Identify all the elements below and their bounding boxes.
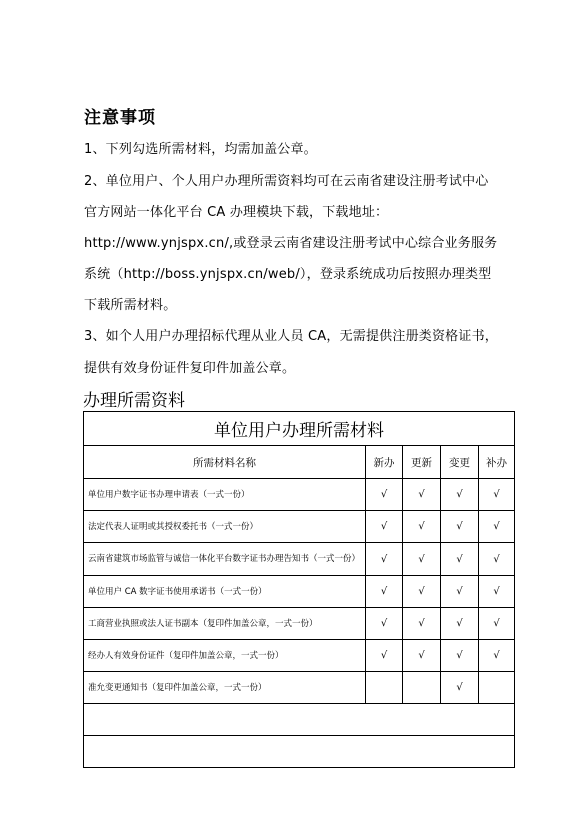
notice-line-5: 系统（http://boss.ynjspx.cn/web/），登录系统成功后按照办理类型 — [84, 267, 492, 282]
material-name: 单位用户 CA 数字证书使用承诺书（一式一份） — [84, 576, 366, 608]
check-change: √ — [441, 640, 479, 672]
table-row — [84, 640, 515, 672]
check-renew: √ — [403, 479, 441, 511]
table-header-row — [84, 446, 515, 479]
empty-row — [84, 704, 515, 736]
notice-line-2: 2、单位用户、个人用户办理所需资料均可在云南省建设注册考试中心 — [84, 174, 489, 189]
check-reissue: √ — [479, 576, 515, 608]
materials-title: 办理所需资料 — [83, 391, 185, 411]
header-change: 变更 — [441, 446, 479, 479]
notice-line-8: 提供有效身份证件复印件加盖公章。 — [84, 361, 296, 376]
material-name: 准允变更通知书（复印件加盖公章，一式一份） — [84, 672, 366, 704]
check-new: √ — [366, 543, 403, 576]
empty-row — [84, 736, 515, 768]
check-renew: √ — [403, 511, 441, 543]
empty-cell — [84, 736, 515, 768]
notice-line-7: 3、如个人用户办理招标代理从业人员 CA，无需提供注册类资格证书， — [84, 329, 498, 344]
material-name: 单位用户数字证书办理申请表（一式一份） — [84, 479, 366, 511]
check-reissue: √ — [479, 543, 515, 576]
table-row — [84, 576, 515, 608]
notice-title: 注意事项 — [84, 108, 156, 128]
check-new: √ — [366, 511, 403, 543]
check-reissue: √ — [479, 479, 515, 511]
notice-line-1: 1、下列勾选所需材料，均需加盖公章。 — [84, 142, 317, 157]
material-name: 云南省建筑市场监管与诚信一体化平台数字证书办理告知书（一式一份） — [84, 543, 366, 576]
check-change: √ — [441, 576, 479, 608]
check-change: √ — [441, 511, 479, 543]
header-reissue: 补办 — [479, 446, 515, 479]
check-reissue: √ — [479, 608, 515, 640]
header-new: 新办 — [366, 446, 403, 479]
check-change: √ — [441, 543, 479, 576]
header-renew: 更新 — [403, 446, 441, 479]
material-name: 工商营业执照或法人证书副本（复印件加盖公章，一式一份） — [84, 608, 366, 640]
notice-line-3: 官方网站一体化平台 CA 办理模块下载，下载地址： — [84, 205, 389, 220]
material-name: 经办人有效身份证件（复印件加盖公章，一式一份） — [84, 640, 366, 672]
check-renew — [403, 672, 441, 704]
materials-table — [83, 411, 515, 768]
notice-line-4: http://www.ynjspx.cn/,或登录云南省建设注册考试中心综合业务服务 — [84, 236, 498, 251]
table-row — [84, 543, 515, 576]
check-renew: √ — [403, 608, 441, 640]
check-renew: √ — [403, 576, 441, 608]
header-material-name: 所需材料名称 — [84, 446, 366, 479]
check-renew: √ — [403, 543, 441, 576]
table-row — [84, 672, 515, 704]
check-new — [366, 672, 403, 704]
check-new: √ — [366, 640, 403, 672]
check-reissue — [479, 672, 515, 704]
check-reissue: √ — [479, 640, 515, 672]
check-new: √ — [366, 576, 403, 608]
check-new: √ — [366, 608, 403, 640]
material-name: 法定代表人证明或其授权委托书（一式一份） — [84, 511, 366, 543]
check-change: √ — [441, 479, 479, 511]
notice-line-6: 下载所需材料。 — [84, 298, 177, 313]
check-renew: √ — [403, 640, 441, 672]
table-title: 单位用户办理所需材料 — [84, 412, 515, 446]
table-row — [84, 479, 515, 511]
table-row — [84, 608, 515, 640]
check-new: √ — [366, 479, 403, 511]
check-reissue: √ — [479, 511, 515, 543]
empty-cell — [84, 704, 515, 736]
check-change: √ — [441, 608, 479, 640]
check-change: √ — [441, 672, 479, 704]
table-row — [84, 511, 515, 543]
